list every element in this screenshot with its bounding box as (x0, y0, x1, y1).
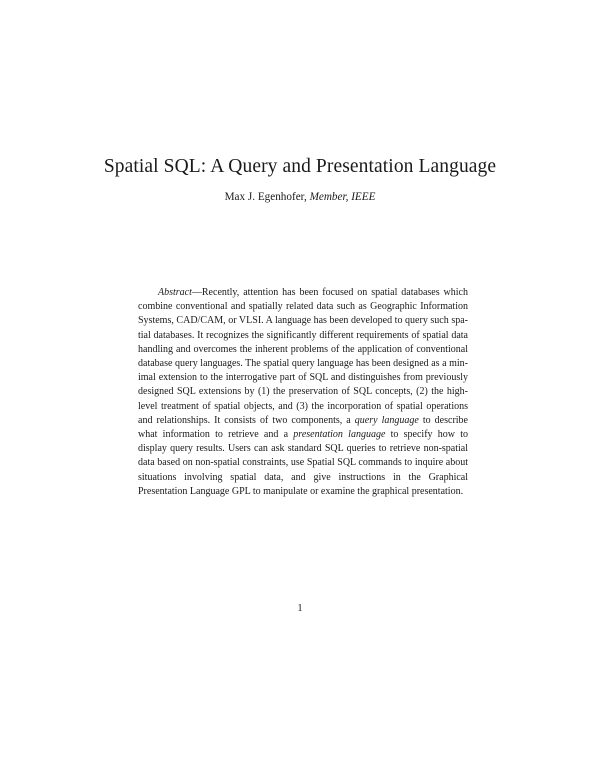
abstract-text-part3: to specify how to display query results. Users can ask standard SQL queries to retrieve non-spatial data based on non-spatial constraints, use Spatial SQL commands to inquire about situations involving spatial data, and give instructions in the Graphical Presentation Language GPL to manipulate or examine the graphical presentation. (138, 429, 469, 497)
paper-title: Spatial SQL: A Query and Presentation Language (103, 156, 497, 177)
abstract-text-part1: Recently, attention has been focused on spatial databases which combine conventional and spatially related data such as Geographic Information Systems, CAD/CAM, or VLSI. A language has been developed to query such spatial databases. It recognizes the significantly different requirements of spatial data handling and overcomes the inherent problems of the application of conventional database query languages. The spatial query language has been designed as a minimal extension to the interrogative part of SQL and distinguishes from previously designed SQL extensions by (1) the preservation of SQL concepts, (2) the highlevel treatment of spatial objects, and (3) the incorporation of spatial operations and relationships. It consists of two components, a (138, 287, 468, 426)
abstract-label: Abstract (158, 287, 192, 298)
page-number: 1 (297, 603, 303, 614)
abstract-paragraph (138, 286, 468, 499)
author-line (0, 189, 600, 205)
author-role: Member, IEEE (309, 191, 376, 203)
abstract-term-presentation-language: presentation language (293, 429, 386, 441)
author-name: Max J. Egenhofer, (224, 191, 307, 203)
abstract-dash: — (191, 287, 202, 298)
abstract-term-query-language: query language (354, 414, 419, 426)
abstract-text-part2: to describe what information to retrieve and a (138, 414, 468, 441)
